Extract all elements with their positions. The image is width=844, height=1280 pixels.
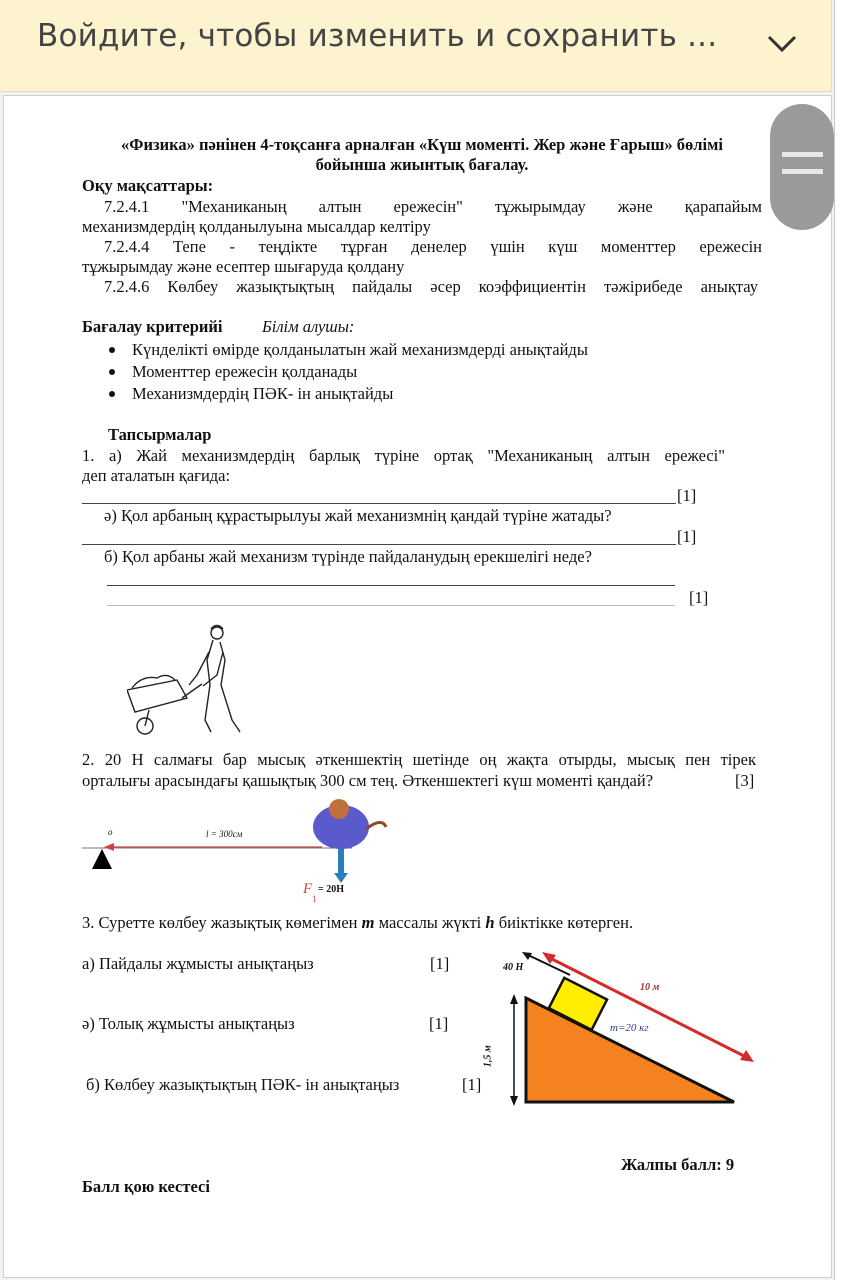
task1-a-score: [1]: [677, 486, 697, 505]
task3-ae-score: [1]: [429, 1014, 449, 1033]
lever-figure: [82, 799, 392, 909]
task3-intro-pre: 3. Суретте көлбеу жазықтық көмегімен: [82, 913, 362, 932]
objectives-heading: Оқу мақсаттары:: [82, 176, 214, 195]
doc-title-line1: «Физика» пәнінен 4-тоқсанға арналған «Күш моменті. Жер және Ғарыш» бөлімі: [121, 135, 723, 154]
incline-mass-label: m=20 кг: [610, 1022, 649, 1034]
objective-3: 7.2.4.6 Көлбеу жазықтықтың пайдалы әсер коэффициентін тәжірибеде анықтау: [104, 277, 758, 296]
task1-a-line1: 1. а) Жай механизмдердің барлық түріне ортақ "Механиканың алтын ережесі": [82, 446, 725, 465]
doc-title-line2: бойынша жиынтық бағалау.: [315, 155, 529, 174]
objective-1-line2: механизмдердің қолданылуына мысалдар келтіру: [82, 217, 431, 236]
task3-b: б) Көлбеу жазықтықтың ПӘК- ін анықтаңыз: [86, 1075, 400, 1094]
answer-line[interactable]: [107, 605, 675, 606]
grip-line-icon: [782, 169, 823, 174]
length-label: l = 300см: [206, 829, 243, 839]
total-score: Жалпы балл: 9: [621, 1155, 735, 1174]
chevron-down-icon[interactable]: [765, 28, 799, 58]
task1-a-line2: деп аталатын қағида:: [82, 466, 231, 485]
task3-a: а) Пайдалы жұмысты анықтаңыз: [82, 954, 314, 973]
criterion-2: Моменттер ережесін қолданады: [132, 362, 358, 381]
incline-force-label: 40 Н: [503, 962, 524, 973]
bullet-icon: [109, 347, 115, 353]
criterion-1: Күнделікті өмірде қолданылатын жай механизмдерді анықтайды: [132, 340, 588, 359]
task1-b: б) Қол арбаны жай механизм түрінде пайдаланудың ерекшелігі неде?: [104, 547, 592, 566]
answer-line[interactable]: [82, 503, 676, 504]
force-label: F: [303, 881, 313, 897]
task3-ae: ә) Толық жұмысты анықтаңыз: [82, 1014, 295, 1033]
criteria-subheading: Білім алушы:: [262, 317, 355, 336]
grip-line-icon: [782, 152, 823, 157]
force-subscript: 1: [312, 894, 317, 904]
task3-intro: [82, 913, 633, 934]
force-value: = 20Н: [318, 884, 344, 895]
answer-line[interactable]: [82, 544, 676, 545]
task2-score: [3]: [735, 771, 755, 790]
mass-symbol: m: [361, 913, 375, 932]
task1-ae-score: [1]: [677, 527, 697, 546]
scrollbar-thumb[interactable]: [770, 104, 834, 230]
criteria-heading: Бағалау критерийі: [82, 317, 223, 336]
sign-in-banner[interactable]: [0, 0, 832, 92]
objective-1-line1: 7.2.4.1 "Механиканың алтын ережесін" тұжырымдау және қарапайым: [104, 197, 762, 216]
answer-line[interactable]: [107, 585, 675, 586]
objective-2-line1: 7.2.4.4 Тепе - теңдікте тұрған денелер үшін күш моменттер ережесін: [104, 237, 762, 256]
wheelbarrow-illustration: [127, 620, 247, 740]
tasks-heading: Тапсырмалар: [108, 425, 212, 444]
task3-b-score: [1]: [462, 1075, 482, 1094]
criterion-3: Механизмдердің ПӘК- ін анықтайды: [132, 384, 394, 403]
task2-line1: 2. 20 Н салмағы бар мысық әткеншектің шетінде оң жақта отырды, мысық пен тірек: [82, 750, 756, 769]
task3-intro-post: биіктікке көтерген.: [494, 913, 634, 932]
task2-line2: орталығы арасындағы қашықтық 300 см тең. Әткеншектегі күш моменті қандай?: [82, 771, 654, 790]
objective-2-line2: тұжырымдау және есептер шығаруда қолдану: [82, 257, 405, 276]
incline-length-label: 10 м: [640, 982, 660, 993]
incline-height-label: 1,5 м: [482, 1045, 494, 1068]
task3-intro-mid: массалы жүкті: [374, 913, 486, 932]
bullet-icon: [109, 369, 115, 375]
sign-in-prompt[interactable]: Войдите, чтобы изменить и сохранить ...: [37, 18, 718, 54]
lever-diagram: [82, 799, 392, 909]
task3-a-score: [1]: [430, 954, 450, 973]
pivot-label: o: [108, 827, 113, 837]
task1-b-score: [1]: [689, 588, 709, 607]
scoring-table-heading: Балл қою кестесі: [82, 1177, 210, 1196]
incline-figure: [482, 940, 770, 1115]
task1-ae: ә) Қол арбаның құрастырылуы жай механизмнің қандай түріне жатады?: [104, 506, 612, 525]
height-symbol: h: [485, 913, 495, 932]
window-edge: [834, 0, 844, 1280]
bullet-icon: [109, 391, 115, 397]
